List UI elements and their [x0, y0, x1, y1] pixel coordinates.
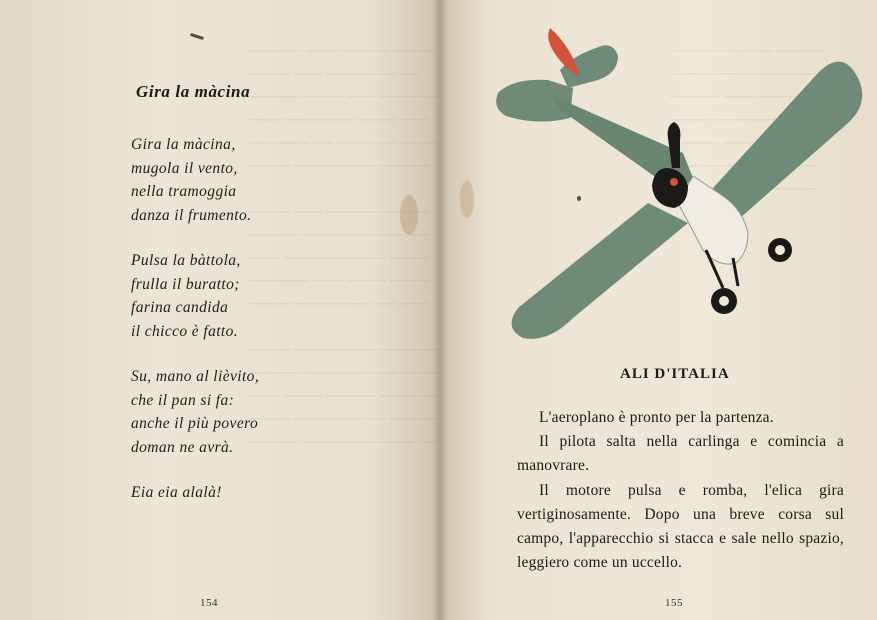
poem-line: doman ne avrà. [131, 438, 234, 456]
paragraph: Il pilota salta nella carlinga e comincia a manovrare. [517, 433, 844, 475]
stanza [131, 133, 391, 227]
poem-line: Su, mano al lièvito, [131, 368, 260, 385]
book-gutter [432, 0, 448, 620]
paragraph: L'aeroplano è pronto per la partenza. [539, 409, 774, 426]
ink-speck [577, 196, 581, 201]
poem-line: Eia eia alalà! [131, 484, 222, 501]
poem-line: che il pan si fa: [131, 391, 235, 409]
poem-line: Pulsa la bàttola, [131, 252, 241, 269]
airplane-illustration [478, 18, 877, 358]
stanza [131, 249, 391, 343]
stanza [131, 365, 391, 459]
poem-line: mugola il vento, [131, 159, 238, 177]
poem-line: anche il più povero [131, 415, 259, 432]
poem-line: danza il frumento. [131, 206, 252, 224]
poem-title: Gira la màcina [136, 82, 251, 101]
prose-body [517, 406, 844, 575]
chapter-title: ALI D'ITALIA [620, 366, 730, 382]
poem-line: Gira la màcina, [131, 136, 236, 153]
paragraph: Il motore pulsa e romba, l'elica gira vertiginosamente. Dopo una breve corsa sul campo, l'apparecchio si stacca e sale nello spazio, leggiero come un uccello. [517, 481, 844, 572]
poem-line: farina candida [131, 299, 229, 316]
paper-stain [460, 180, 474, 218]
ink-speck [190, 33, 204, 40]
page-number: 155 [665, 597, 683, 609]
page-number: 154 [200, 597, 218, 609]
right-page [440, 0, 877, 620]
bleed-through-text: ─────── ─── ───── ──── ─────── ─── ───── ─── ─────── ──── ──────── ───── ──── ────── [670, 44, 826, 197]
poem-line: nella tramoggia [131, 183, 237, 200]
poem [131, 133, 391, 527]
stanza [131, 481, 391, 505]
poem-line: frulla il buratto; [131, 275, 240, 293]
paper-stain [400, 195, 418, 235]
bleed-through-text: ───── ─── ───── ──── ──── ─── ─────── ── ───── ──── ─── ────── ─── ─────── ──── ─── ────── ── ────── ──── ──── ───── ─── ───── ──── ─── ──── ────── ───── ──── ────── ── ─── ────── ──── ──── ────── ─── ──── ──── ──── ──────── ── ─── ──── ───── ─── ────── ───── ────── ─── ──── ─── ──── ───── ────── ──── ─────── ── ───── ───── ──── ─────── ── [250, 44, 440, 450]
poem-line: il chicco è fatto. [131, 322, 239, 340]
